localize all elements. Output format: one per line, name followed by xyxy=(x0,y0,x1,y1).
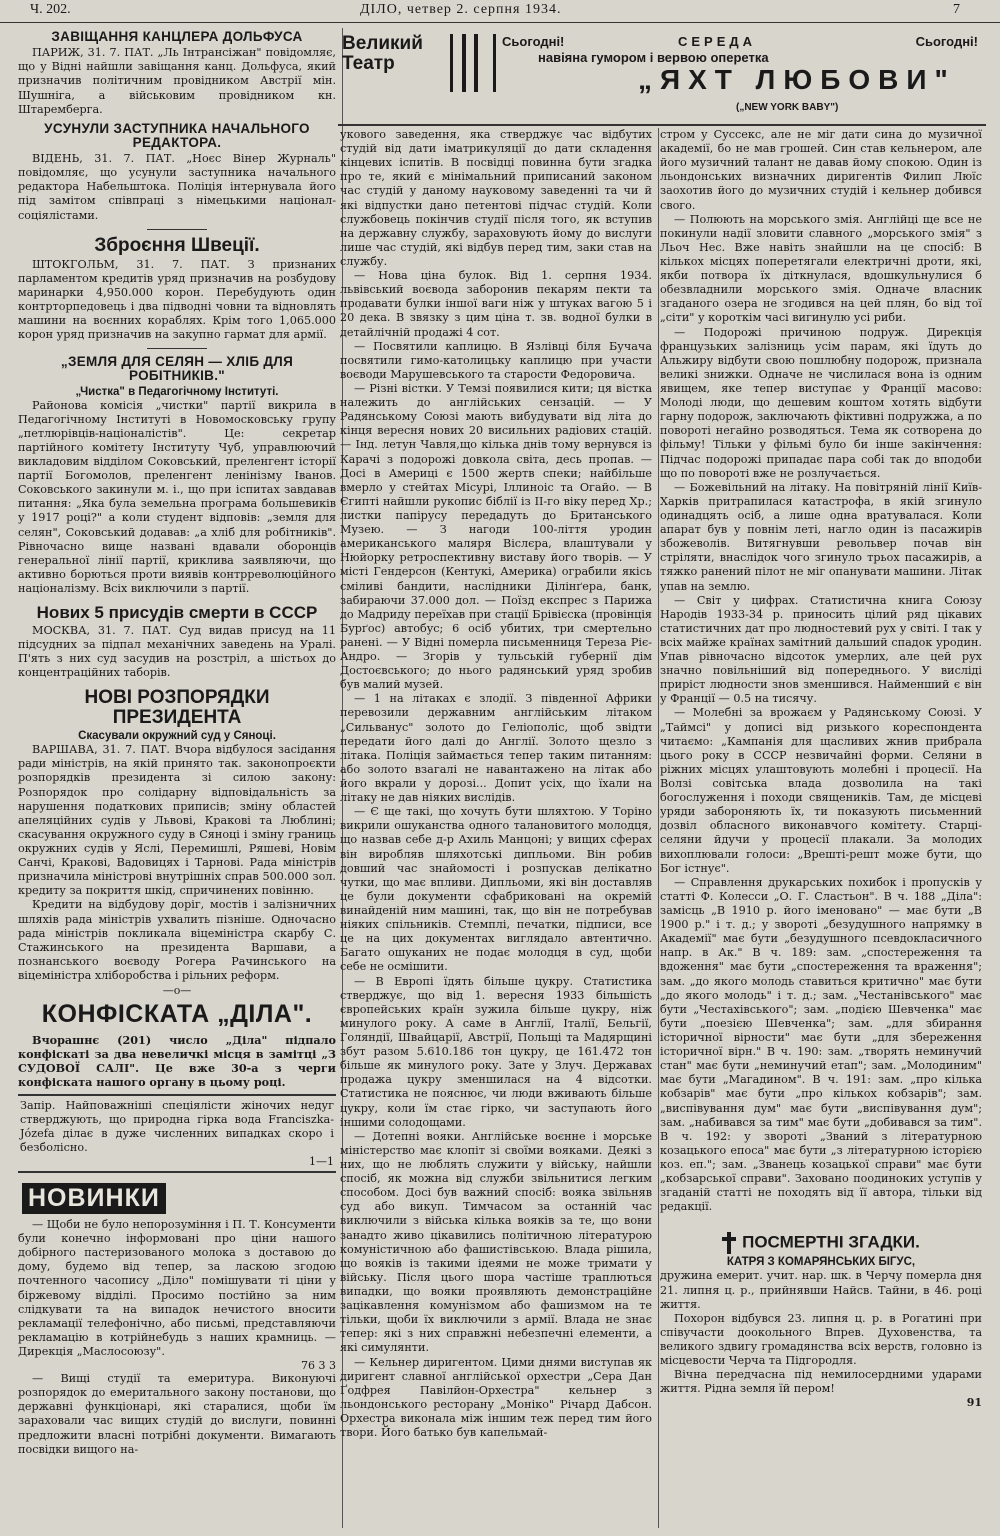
article-errata: — Справлення друкарських похибок і пропусків у статті Ф. Колесси „О. Г. Сластьон". В ч. 188 „Діла": замісць „В 1910 р. його іменовано" — має бути „В 1900 р." і т. д.; у звороті „безудушного напрямку в Академії" має бути „безудушного псевдокласичного напр. в Ак." В ч. 189: зам. „спостереження та вдоження" має бути „спостереження та враження"; зам. „до якого молодь ставиться критично" має бути „до якого молодь" і т. д.; зам. „Честанівського" має бути „Честахівського"; зам. „подією Шевченка" має бути „поезією Шевченка"; зам. „для збирання історичної вірности" має бути „для збереження історичної вірн." В ч. 190: зам. „творять неминучий стан" має бути „неминучий етап"; зам. „Молодиним" має бути „Магадином". В ч. 191: зам. „про кілька кобзарів" має бути „про кількох кобзарів"; зам. „виспівування дум" має бути „виспівування дум"; зам. „набивався за тим" має бути „добивався за тим". В ч. 192: у звороті „Званий з літературною козацького епоса" має бути „з літературною історією коз. еп."; зам. „Званець козацької справи" має бути „кобзарської справи". Заховано поодиноких уступів у згаданій статті не походять від її автора, тільки від редакції. xyxy=(660,875,982,1214)
article-sweden: ШТОКГОЛЬМ, 31. 7. ПАТ. З признаних парламентом кредитів уряд призначив на розбудову маринарки 4,950.000 корон. Перебудують один контрторпедовець і два підводні човни та відновлять машини на воєнних кораблях. Крім того 1,065.000 корон уряд призначив на закупно гармат для армії. xyxy=(18,257,336,342)
masthead-date: ДІЛО, четвер 2. серпня 1934. xyxy=(360,2,562,17)
article-statistics: — Світ у цифрах. Статистична книга Союзу Народів 1933-34 р. приносить цілий ряд цікавих статистичних дат про людностевий рух у світі. І так у всіх майже країнах замітний дальший спадок уродин. Упав рівночасно відсоток умерлих, але цей рух значно повільніший від попереднього. У висліді приріст людности знов зменшився. Найменший є він у Франції — 0.5 на тисячу. xyxy=(660,593,982,706)
obituary-title-row xyxy=(660,1232,982,1254)
article-waiter-cont: стром у Суссекс, але не міг дати сина до музичної академії, бо не мав грошей. Син став кельнером, але його музичний талант не давав йому спокою. Один із льондонських визначних диригентів Филип Люїс заохотив його до музичних студій і кельнер добився свого. xyxy=(660,128,982,212)
obituary-text-3: Вічна передчасна під немилосердними ударами життя. Рідна земля їй пером! xyxy=(660,1368,982,1396)
theatre-subtitle: („NEW YORK BABY") xyxy=(736,102,839,113)
theatre-ad xyxy=(338,28,986,126)
column-3 xyxy=(660,128,982,1528)
theatre-description: навіяна гумором і вервою оперетка xyxy=(538,50,769,65)
obituary xyxy=(660,1232,982,1409)
theatre-today-left: Сьогодні! xyxy=(502,34,565,49)
ad-water-text: Запір. Найповажніші спеціялісти жіночих недуг стверджують, що природна гірка вода Franciszka-Józefa ділає в дуже численних випадках скоро і безболісно. xyxy=(20,1098,334,1154)
theatre-name-line2: Театр xyxy=(342,52,395,74)
divider xyxy=(147,348,207,349)
headline-sentences: Нових 5 присудів смерти в СССР xyxy=(36,603,318,623)
ad-water-num: 1—1 xyxy=(309,1154,334,1168)
article-sea-serpent: — Полюють на морського змія. Англійці ще все не покинули надії зловити славного „морського змія" з Льоч Нес. Вже навіть знайшли на це спосіб: В кількох місцях поперетягали електричні дроти, які, якби потвора їх діткнулася, вдошкульнулися б обезвладнили морського змія. Одначе власник згаданого озера не згодився на цей плян, бо від тої „сіти" у короткім часі вигинулю усі риби. xyxy=(660,212,982,325)
article-president-cont: Кредити на відбудову доріг, мостів і залізничних шляхів рада міністрів ухвалить пізніше. Одночасно рада міністрів покликала віцеміністра скарбу С. Стажинського на президента Варшави, а познанського воєводу Рогера Рачинського на віцеміністра хліборобства і рільних реформ. xyxy=(18,898,336,982)
cross-icon xyxy=(722,1232,736,1254)
article-prayers: — Молебні за врожаєм у Радянському Союзі. У „Таймсі" у дописі від ризького кореспондента читаємо: „Кампанія для щасливих жнив прибрала цього року в СССР незвичайні форми. Селяни в ріжних місцях улаштовують молебні і процесії. На Волзі совітська влада дозволила на такі богослуження і походи священиків. Там, де місцеві уряди забороняють їх, ти показують письменний дозвіл обласного виконавчого комітету. Старці-селяни йдучи у процесії плакали. За молодих вихоплювали голоси: „Врешті-решт може бути, що Бог істнує". xyxy=(660,706,982,875)
issue-number: Ч. 202. xyxy=(30,2,71,17)
article-chapel: — Посвятили каплицю. В Язлівці біля Бучача посвятили гимо-католицьку каплицю при участи воєводи Марушевського та старости Федоровича. xyxy=(340,339,652,381)
theatre-ornament xyxy=(450,34,496,92)
subheadline-court: Скасували окружний суд у Сяноці. xyxy=(78,730,276,743)
headline-land: „ЗЕМЛЯ ДЛЯ СЕЛЯН — ХЛІБ ДЛЯ РОБІТНИКІВ." xyxy=(60,354,294,384)
article-plane: — Божевільний на літаку. На повітряній лінії Київ-Харків притрапилася катастрофа, в якій згинуло одинадцять осіб, а лише одна вратувалася. Коли апарат був у повнім леті, нагло один із пасажирів збожеволів. Витягнувши револьвер почав він стріляти, внаслідок чого згинуло трьох пасажирів, а тяжко ранений пілот не міг опанувати машини. Літак упав на землю. xyxy=(660,480,982,593)
column-1 xyxy=(18,28,343,1528)
theatre-name-line1: Великий xyxy=(342,33,423,54)
article-misc: — Різні вістки. У Темзі появилися кити; ця вістка належить до англійських сензацій. — У Радянському Союзі мають вибудувати від літа до кінця вересня нових 20 висильних радіових стацій.— Інд. летун Чавля,що кілька днів тому вернувся із Карачі з подорожі довкола світа, десь пропав. — Досі в Америці є 1500 жертв спеки; найбільше вмерло у стейтах Місурі, Іллиноіс та Огайо. — В Єгипті найшли рукопис біблії із II-го віку перед Хр.; листки папірусу передадуть до Британського Музею. — З нагоди 100-ліття уродин американського маляря Віслєра, влаштували у Нюйорку ретроспективну виставу його творів. — У місті Гендерсон (Кентукі, Америка) ограбили якісь сміливі бандити, наслідники Ділінґера, банк, забираючи 37.000 дол. — Поїзд експрес з Парижа до Мадриду переїхав при стації Брівієска (провінція Бурґос) автобус; 6 осіб убитих, три смертельно ранені. — У Відні померла письменниця Тереза Ріє-Андро. — Згорів у тульській губернії дім Достоєвського; до нього радянський уряд зробив був малий музей. xyxy=(340,381,652,692)
theatre-day: СЕРЕДА xyxy=(678,34,757,49)
theatre-title: „ЯХТ ЛЮБОВИ" xyxy=(638,64,956,95)
article-travel: — Подорожі причиною подруж. Дирекція французьких залізниць усім парам, які їдуть до Альжиру відбути свою пошлюбну подорож, признала великі знижки. Одначе не числилася вона із одним явищем, яке тепер виступає у Франції масово: Молоді люди, що дешевим коштом хотять відбути гарну подорож, заключають фіктивні подружжа, а по повороті негайно розводяться. Тема як сотворена до фільму! Тільки у фільмі було би інше закінчення: Підчас подорожі припадає пара собі так до вподоби що по повороті вже не розлучається. xyxy=(660,325,982,480)
headline-president: НОВІ РОЗПОРЯДКИ ПРЕЗИДЕНТА xyxy=(84,687,270,729)
article-milk: — Щоби не було непорозуміння і П. Т. Консументи були конечно інформовані про ціни нашого добірного пастеризованого молока з доставою до дому, будемо від тепер, за ласкою згодою почтенного часопису „Діло" помішувати ті ціни у біржевому відділі. Просимо постійно за ним слідкувати та на випадок нечистого вносити рекламації телефонічно, або письмі, представляючи рекламацію в котрійнебудь з наших крамниць. — Дирекція „Маслосоюзу". xyxy=(18,1217,336,1358)
headline-confiscation: КОНФІСКАТА „ДІЛА". xyxy=(41,1000,313,1029)
divider xyxy=(147,229,207,230)
page-number: 7 xyxy=(953,2,960,17)
article-nobility: — Є ще такі, що хочуть бути шляхтою. У Торіно викрили ошуканства одного талановитого молодця, що назвав себе д-р Ахиль Манцоні; у вищих сферах він виробляв шляхотські дипльоми. Він робив довший час знайомості і розпускав делікатно чутки, що має впливи. Дипльоми, які він доставляв це були документи сфабриковані на окремій винайденій ним машині, так, що він не потребував ніяких спільників. Стемплі, печатки, підписи, все це на цих документах виглядало автентично. Багато ошуканих не подає молодця в суд, щоби себе не осмішити. xyxy=(340,805,652,974)
obituary-text-1: дружина емерит. учит. нар. шк. в Черчу померла дня 21. липня ц. р., прийнявши Найсв. Тайни, в 46. році життя. xyxy=(660,1269,982,1311)
article-dollfuss: ПАРИЖ, 31. 7. ПАТ. „Ль Інтрансіжан" повідомляє, що у Відні найшли завіщання канц. Дольфуса, який призначив політичним провідником Австрії мін. Шушніга, а військовим провідником кн. Штаремберга. xyxy=(18,46,336,116)
article-bread: — Нова ціна булок. Від 1. серпня 1934. львівський воєвода заборонив пекарям пекти та продавати булки іншої ваги ніж у штуках вагою 5 і 20 дека. В звязку з цим ціна т. зв. водної булки в детайлічній продажі 4 сот. xyxy=(340,269,652,339)
article-gold: — 1 на літаках є злодії. З південної Африки перевозили державним англійським літаком „Сильванус" золото до Геліополіс, щоб звідти передати його далі до Англії. Золото щезло з літака. Поліція займається тепер таким питанням: або золото взагалі не навантажено на літак або його вкрали у дорозі... Допит усіх, що їхали на літаку не дав ніяких вислідів. xyxy=(340,692,652,805)
article-milk-num: 76 3 3 xyxy=(301,1359,336,1373)
article-president: ВАРШАВА, 31. 7. ПАТ. Вчора відбулося засідання ради міністрів, на якій принято так. законопроєкти розпорядків президента зі силою закону: Розпорядок про солідарну відповідальність за нарушення податкових приписів; зміну областей апеляційних судів у Львові, Кракові та Люблині; скасування окружного суду в Сяноці і зміну границь окружних судів у Яслі, Перемишлі, Ряшеві, Новім Санчі, Кракові, Вадовицях і Тарнові. Рада міністрів призначила міністрові внутрішніх справ 500.000 зол. кредиту за покриття шкід, спричинених повінню. xyxy=(18,743,336,898)
obituary-num: 91 xyxy=(966,1396,982,1410)
ad-water xyxy=(18,1094,336,1173)
obituary-name: КАТРЯ З КОМАРЯНСЬКИХ БІГУС, xyxy=(726,1256,916,1269)
article-studies: — Вищі студії та емеритура. Виконуючі розпорядок до емеритального закону постанови, що державні функціонарі, які старалися, щоби їм зараховали час вищих студій до вислуги, повинні предложити власні потрібні документи. Вимагають посвідки вищого на- xyxy=(18,1372,336,1456)
column-2 xyxy=(340,128,659,1528)
article-confiscation: Вчорашнє (201) число „Діла" підпало конфіскаті за два невеличкі місця в замітці „З СУДОВОЇ САЛІ". Це вже 30-а з черги конфіската нашого органу в цьому році. xyxy=(18,1033,336,1090)
article-sugar: — В Европі їдять більше цукру. Статистика стверджує, що від 1. вересня 1933 більшість європейських країн зужила більше цукру, ніж минулого року. А саме в Англії, Італії, Бельгії, Голяндії, Швайцарії, Австрії, Польщі та Мадярщині збут разом 5.610.186 тон цукру, це 161.472 тон більше як минулого року. Зате у Злуч. Державах продажа цукру зменшилася на 4 відсотки. Статистика не пояснює, чи люди вживають більше цукру, коли їм стає гірко, чи заступають його іншими солодощами. xyxy=(340,974,652,1129)
article-sentences: МОСКВА, 31. 7. ПАТ. Суд видав присуд на 11 підсудних за підпал механічних заведень на Уралі. П'ять з них суд засудив на розстріл, а шістьох до концентраційних таборів. xyxy=(18,623,336,680)
article-soldiers: — Дотепні вояки. Англійське воєнне і морське міністерство має клопіт зі своїми вояками. Деякі з них, що не люблять служити у війську, найшли спосіб, як можна від служби звільнитися легким способом. Досі був важний спосіб: вояка звільняв суд або викуп. Тимчасом за останній час виключили з війська кілька вояків за те, що вони занадто живо цікавились політичною літературою комуністичною або фашистівською. Влада рішила, що вояків із такими ідеями не може тримати у війську. Після цього шора частіше траплються випадки, що вояки проявляють демонстраційне зацікавлення комунізмом або фашизмом на те тільки, щоби їх виключили з армії. Влада не знає тепер: які з них справжні небезпечні елементи, а які симулянти. xyxy=(340,1129,652,1355)
article-land: Районова комісія „чистки" партії викрила в Педагогічному Інституті в Новомосковську групу „петлюрівців-націоналістів". Це: секретар партійного комітету Інституту Чуб, управлюючий викладовим відділом Соковський, преленгент історії партії Богомолов, преленгент ленінізму Іванов. Соковського закинули м. і., що при іспитах завдавав питання: „Яка була земельна програма большевиків у 1917 році?" а коли студент відповів: „земля для селян", Соковський додавав: „а хліб для робітників". Рівночасно вище названі вдавали оборонців генеральної лінії партії, криклива заявляючи, що активно борються проти виявів контрреволюційного націоналізму. Всіх виключили з партії. xyxy=(18,398,336,595)
obituary-title: ПОСМЕРТНІ ЗГАДКИ. xyxy=(742,1232,920,1252)
masthead xyxy=(0,0,1000,23)
theatre-today-right: Сьогодні! xyxy=(915,34,978,49)
headline-news: НОВИНКИ xyxy=(22,1183,166,1214)
headline-sweden: Зброєння Швеції. xyxy=(94,234,260,256)
circle-divider: —o— xyxy=(162,984,192,998)
article-studies-cont: укового заведення, яка стверджує час відбутих студій від дати іматрикуляції до дати складення кінцевих іспитів. В посвідці повинна бути згадка про те, який є мінімальний приписаний законом час студій у даному науковому заведенні та чи й які відпустки дано петентові підчас студій. Коли службовець покінчив студії після того, як вступив на державну службу, зараховують йому до вислуги лише час студій, які відбув перед тим, заки став на службу. xyxy=(340,128,652,268)
article-editor: ВІДЕНЬ, 31. 7. ПАТ. „Ноєс Вінер Журналь" повідомляє, що усунули заступника начального редактора Набельштока. Поліція інтернувала його під замітом співпраці з німецькими націонал-соціялістами. xyxy=(18,152,336,222)
obituary-text-2: Похорон відбувся 23. липня ц. р. в Рогатині при співучасти доокольного Впрев. Духовенства, та великого здвигу громадянства всіх верств, головно із місцевости Черча та Підгородля. xyxy=(660,1311,982,1368)
subheadline-purge: „Чистка" в Педагогічному Інституті. xyxy=(75,385,279,398)
headline-dollfuss: ЗАВІЩАННЯ КАНЦЛЕРА ДОЛЬФУСА xyxy=(51,29,303,44)
article-waiter: — Кельнер диригентом. Цими днями виступав як диригент славної англійської орхестри „Сера Дан Ґодфрея Павілйон-Орхестра" кельнер з льондонського ресторану „Моніко" Річард Дабсон. Орхестра виконала між іншим теж перед тим його твори. Його батько був капельмай- xyxy=(340,1355,652,1440)
theatre-name xyxy=(342,34,423,74)
headline-editor: УСУНУЛИ ЗАСТУПНИКА НАЧАЛЬНОГО РЕДАКТОРА. xyxy=(44,120,310,150)
